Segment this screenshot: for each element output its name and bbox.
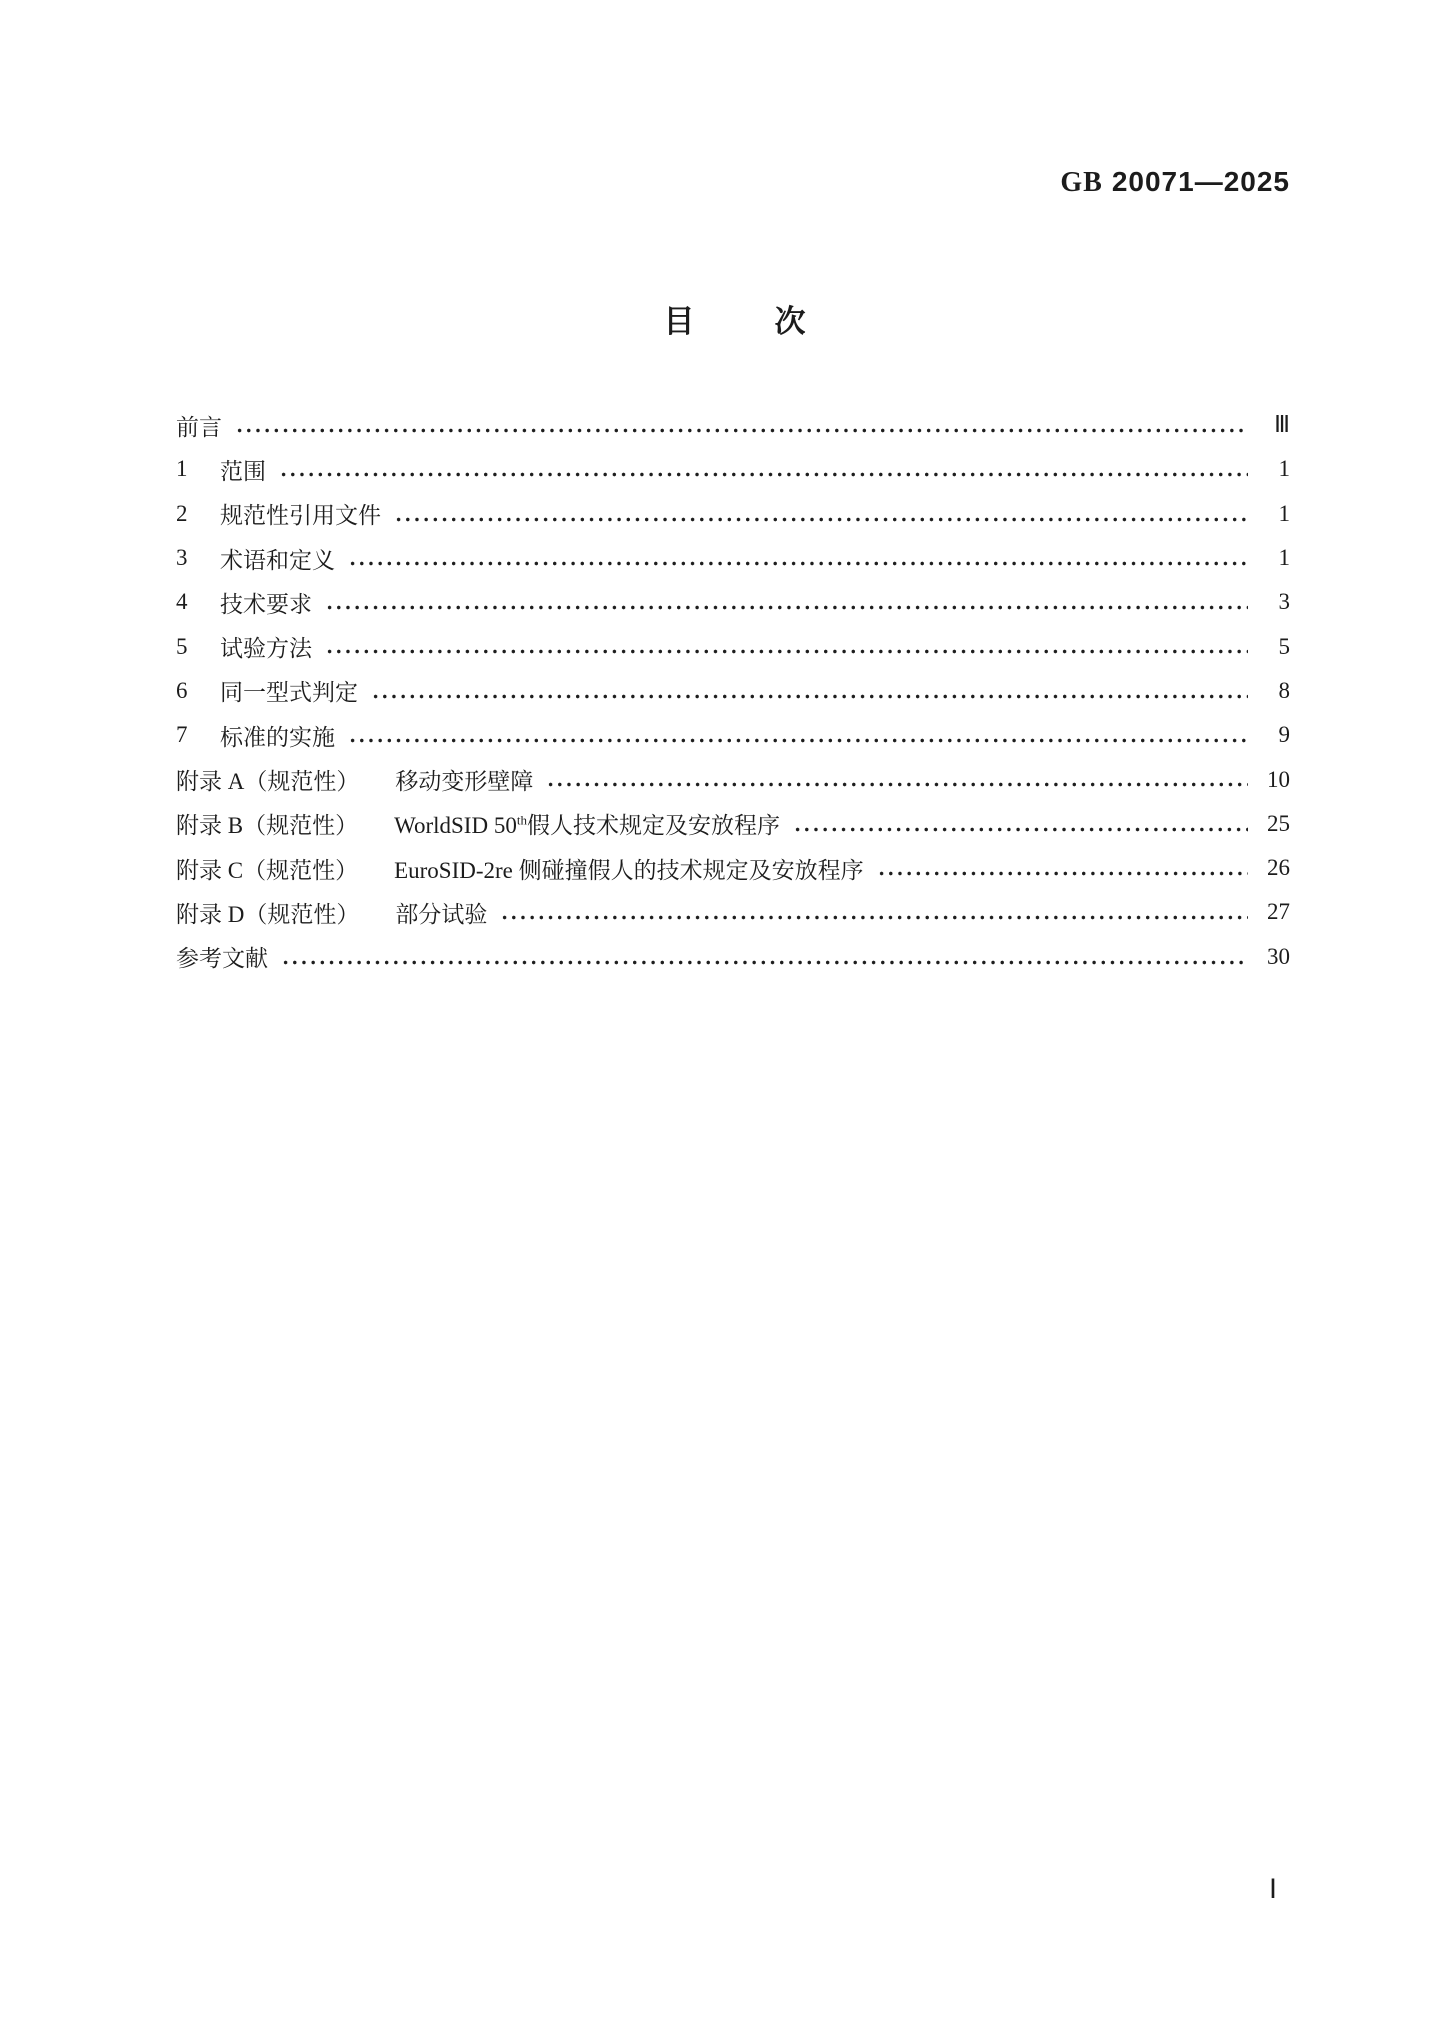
footer-page-number: Ⅰ xyxy=(1269,1874,1277,1904)
toc-row-title xyxy=(394,852,864,885)
toc-row-prefix: 附录 C（规范性） xyxy=(176,857,359,883)
toc-row-prefix: 5 xyxy=(176,633,188,659)
toc-row xyxy=(176,935,1290,979)
toc-page-number: 25 xyxy=(1267,810,1290,836)
standard-number xyxy=(1060,166,1290,199)
toc-row xyxy=(176,669,1290,713)
toc-row-title xyxy=(220,674,358,707)
toc-row-title xyxy=(220,542,335,575)
toc-leader-dots xyxy=(546,782,1248,787)
toc-page-number: 9 xyxy=(1278,722,1290,748)
toc-row-prefix: 附录 A（规范性） xyxy=(176,769,360,795)
toc-page-number: 30 xyxy=(1267,943,1290,969)
toc-row-prefix: 附录 D（规范性） xyxy=(176,901,360,927)
toc-row-prefix: 4 xyxy=(176,589,188,615)
toc-row-title-text: 部分试验 xyxy=(395,901,488,927)
standard-number-value: 20071—2025 xyxy=(1111,166,1290,197)
toc-row xyxy=(176,492,1290,536)
toc-row xyxy=(176,403,1290,447)
toc-row xyxy=(176,447,1290,491)
toc-row-title xyxy=(220,497,381,530)
toc-page-number: 27 xyxy=(1267,899,1290,925)
toc-page-number: 8 xyxy=(1278,677,1290,703)
toc-row-title-text: 规范性引用文件 xyxy=(220,503,381,529)
toc-row-title-text: 试验方法 xyxy=(220,636,312,662)
toc-row-title-text: 范围 xyxy=(220,458,266,484)
toc-row xyxy=(176,757,1290,801)
table-of-contents xyxy=(176,403,1290,979)
toc-row-title xyxy=(220,586,312,619)
toc-row-title-text: 参考文献 xyxy=(176,946,268,972)
toc-leader-dots xyxy=(877,871,1248,876)
toc-row-title xyxy=(176,409,222,442)
toc-row-title xyxy=(220,630,312,663)
toc-row-title xyxy=(220,719,335,752)
toc-row-title-superscript: th xyxy=(516,812,527,828)
toc-row-prefix: 附录 B（规范性） xyxy=(176,813,359,839)
toc-row-title-text: 同一型式判定 xyxy=(220,680,358,706)
standard-number-prefix: GB xyxy=(1060,167,1103,198)
toc-row-title xyxy=(394,807,780,840)
toc-row-title xyxy=(395,896,487,929)
toc-row-title-text: 前言 xyxy=(176,414,222,440)
toc-page-number: 1 xyxy=(1278,456,1290,482)
toc-row-prefix: 2 xyxy=(176,500,188,526)
toc-leader-dots xyxy=(281,960,1248,965)
toc-row-title-text: 技术要求 xyxy=(220,591,312,617)
toc-page-number: 3 xyxy=(1278,589,1290,615)
toc-page-number: 1 xyxy=(1278,500,1290,526)
toc-page-number: 10 xyxy=(1267,766,1290,792)
toc-row-prefix: 3 xyxy=(176,545,188,571)
toc-leader-dots xyxy=(793,827,1248,832)
toc-leader-dots xyxy=(325,605,1248,610)
toc-row-prefix: 6 xyxy=(176,677,188,703)
toc-leader-dots xyxy=(371,694,1248,699)
toc-row xyxy=(176,536,1290,580)
toc-leader-dots xyxy=(348,561,1248,566)
toc-row-title-text: 术语和定义 xyxy=(220,547,335,573)
toc-page-number: 1 xyxy=(1278,545,1290,571)
toc-row-title-text: WorldSID 50 xyxy=(394,813,517,839)
toc-row xyxy=(176,890,1290,934)
toc-row-title-text: 移动变形壁障 xyxy=(395,769,534,795)
toc-row xyxy=(176,624,1290,668)
toc-row-title xyxy=(395,763,533,796)
toc-leader-dots xyxy=(394,517,1248,522)
toc-row xyxy=(176,580,1290,624)
toc-row xyxy=(176,713,1290,757)
page-title: 目次 xyxy=(663,304,886,339)
toc-leader-dots xyxy=(235,428,1248,433)
toc-leader-dots xyxy=(325,649,1248,654)
toc-row-prefix: 1 xyxy=(176,456,188,482)
toc-row-title-text: EuroSID-2re 侧碰撞假人的技术规定及安放程序 xyxy=(394,857,864,883)
toc-row-title-after: 假人技术规定及安放程序 xyxy=(526,813,780,839)
toc-row-title xyxy=(176,940,268,973)
toc-row-prefix: 7 xyxy=(176,722,188,748)
toc-row-title xyxy=(220,453,266,486)
toc-page-number: 26 xyxy=(1267,855,1290,881)
toc-page-number: Ⅲ xyxy=(1274,412,1290,438)
toc-row xyxy=(176,846,1290,890)
toc-row-title-text: 标准的实施 xyxy=(220,724,335,750)
toc-page-number: 5 xyxy=(1278,633,1290,659)
toc-leader-dots xyxy=(500,915,1248,920)
toc-leader-dots xyxy=(348,738,1248,743)
toc-row xyxy=(176,802,1290,846)
toc-leader-dots xyxy=(279,472,1248,477)
